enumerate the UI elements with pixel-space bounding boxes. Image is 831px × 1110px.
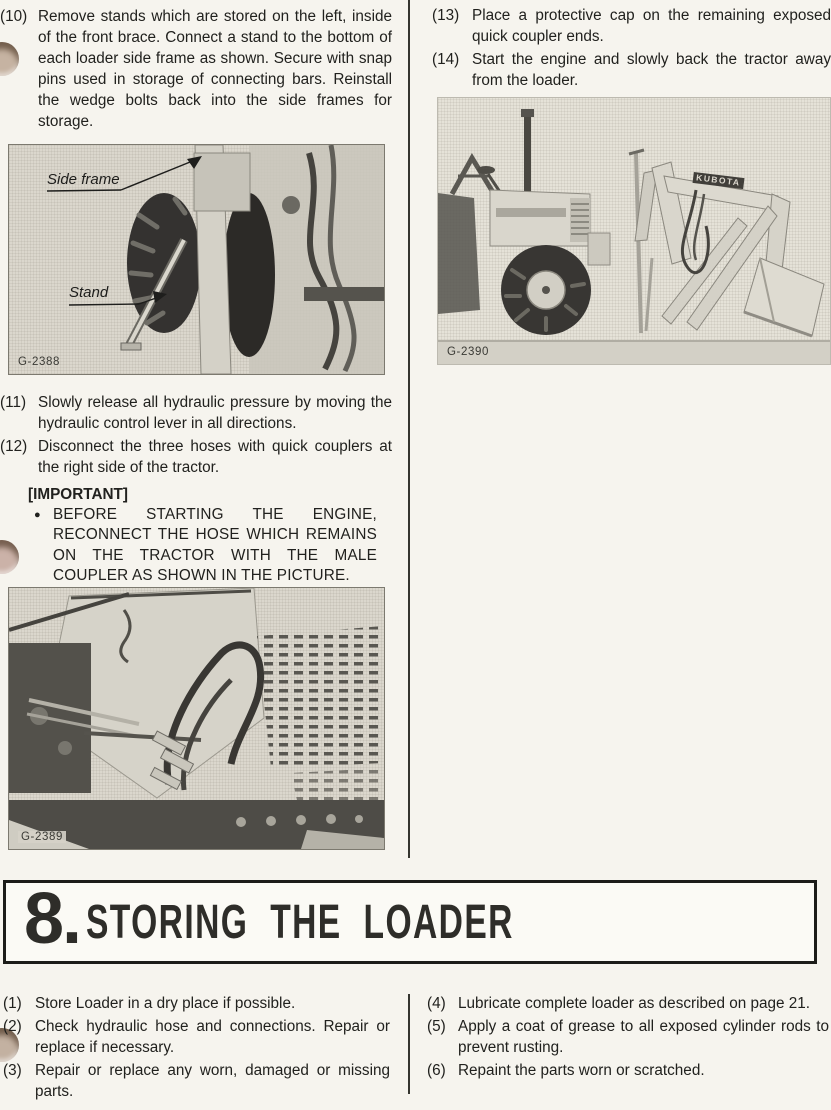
column-divider [408,994,410,1094]
procedure-step-13 [432,5,831,47]
important-text: BEFORE STARTING THE ENGINE, RECONNECT THE HOSE WHICH REMAINS ON THE TRACTOR WITH THE MALE COUPLER AS SHOWN IN THE PICTURE. [53,506,377,585]
storing-step-4 [427,993,829,1015]
frame-bracket-shape [194,153,250,211]
storing-step-1 [3,993,390,1015]
step-text: Disconnect the three hoses with quick couplers at the right side of the tractor. [38,438,392,476]
figure-caption: G-2390 [447,346,489,358]
ground-shape [438,341,830,364]
step-number: (3) [3,1061,22,1079]
tractor-shapes [438,109,610,335]
figure-g2388 [8,144,385,375]
step-text: Store Loader in a dry place if possible. [35,995,296,1012]
figure-illustration [9,588,384,849]
step-text: Repair or replace any worn, damaged or missing parts. [35,1061,390,1100]
step-number: (5) [427,1017,446,1035]
front-tire-shape [127,193,201,333]
storing-column-right [427,993,829,1082]
step-number: (11) [0,394,27,411]
figure-caption: G-2389 [18,831,66,843]
bullet-icon: ● [34,509,41,521]
brand-label: KUBOTA [693,172,745,189]
step-number: (6) [427,1061,446,1079]
important-note [0,505,377,587]
label-side-frame: Side frame [47,171,120,188]
label-stand: Stand [69,284,109,301]
figure-illustration [438,98,830,364]
procedure-step-14 [432,49,831,91]
step-text: Place a protective cap on the remaining exposed quick coupler ends. [472,7,831,45]
step-number: (14) [432,51,460,68]
storing-column-left [3,993,390,1104]
section-number: 8. [24,879,81,959]
step-number: (10) [0,8,28,25]
step-number: (2) [3,1017,22,1035]
procedure-column-right [432,0,831,365]
figure-caption: G-2388 [18,356,60,368]
figure-g2389 [8,587,385,850]
step-text: Lubricate complete loader as described on page 21. [458,995,811,1012]
storing-step-5 [427,1016,829,1059]
procedure-step-11 [0,392,392,434]
storing-step-2 [3,1016,390,1059]
step-text: Apply a coat of grease to all exposed cylinder rods to prevent rusting. [458,1017,829,1056]
step-text: Repaint the parts worn or scratched. [458,1061,705,1079]
step-text: Remove stands which are stored on the left, inside of the front brace. Connect a stand to the bottom of each loader side frame as shown. Secure with snap pins used in storage of connecting bars. Reinstall the wedge bolts back into the side frames for storage. [38,8,392,130]
storing-step-6 [427,1060,829,1082]
important-header: [IMPORTANT] [28,486,128,503]
step-number: (1) [3,995,22,1012]
step-number: (4) [427,995,446,1012]
section-title: STORING THE LOADER [86,895,514,949]
step-number: (12) [0,438,28,455]
step-text: Start the engine and slowly back the tractor away from the loader. [472,51,831,89]
figure-g2390 [437,97,831,365]
step-text: Slowly release all hydraulic pressure by moving the hydraulic control lever in all directions. [38,394,392,432]
vent-grille-shape [257,626,384,768]
column-divider [408,0,410,858]
procedure-step-12 [0,436,392,478]
step-number: (13) [432,7,460,24]
storing-step-3 [3,1060,390,1103]
procedure-step-10 [0,6,392,132]
rear-tire-shape [223,193,275,357]
section-heading [3,880,817,964]
step-text: Check hydraulic hose and connections. Repair or replace if necessary. [35,1017,390,1056]
procedure-column-left [0,0,392,850]
